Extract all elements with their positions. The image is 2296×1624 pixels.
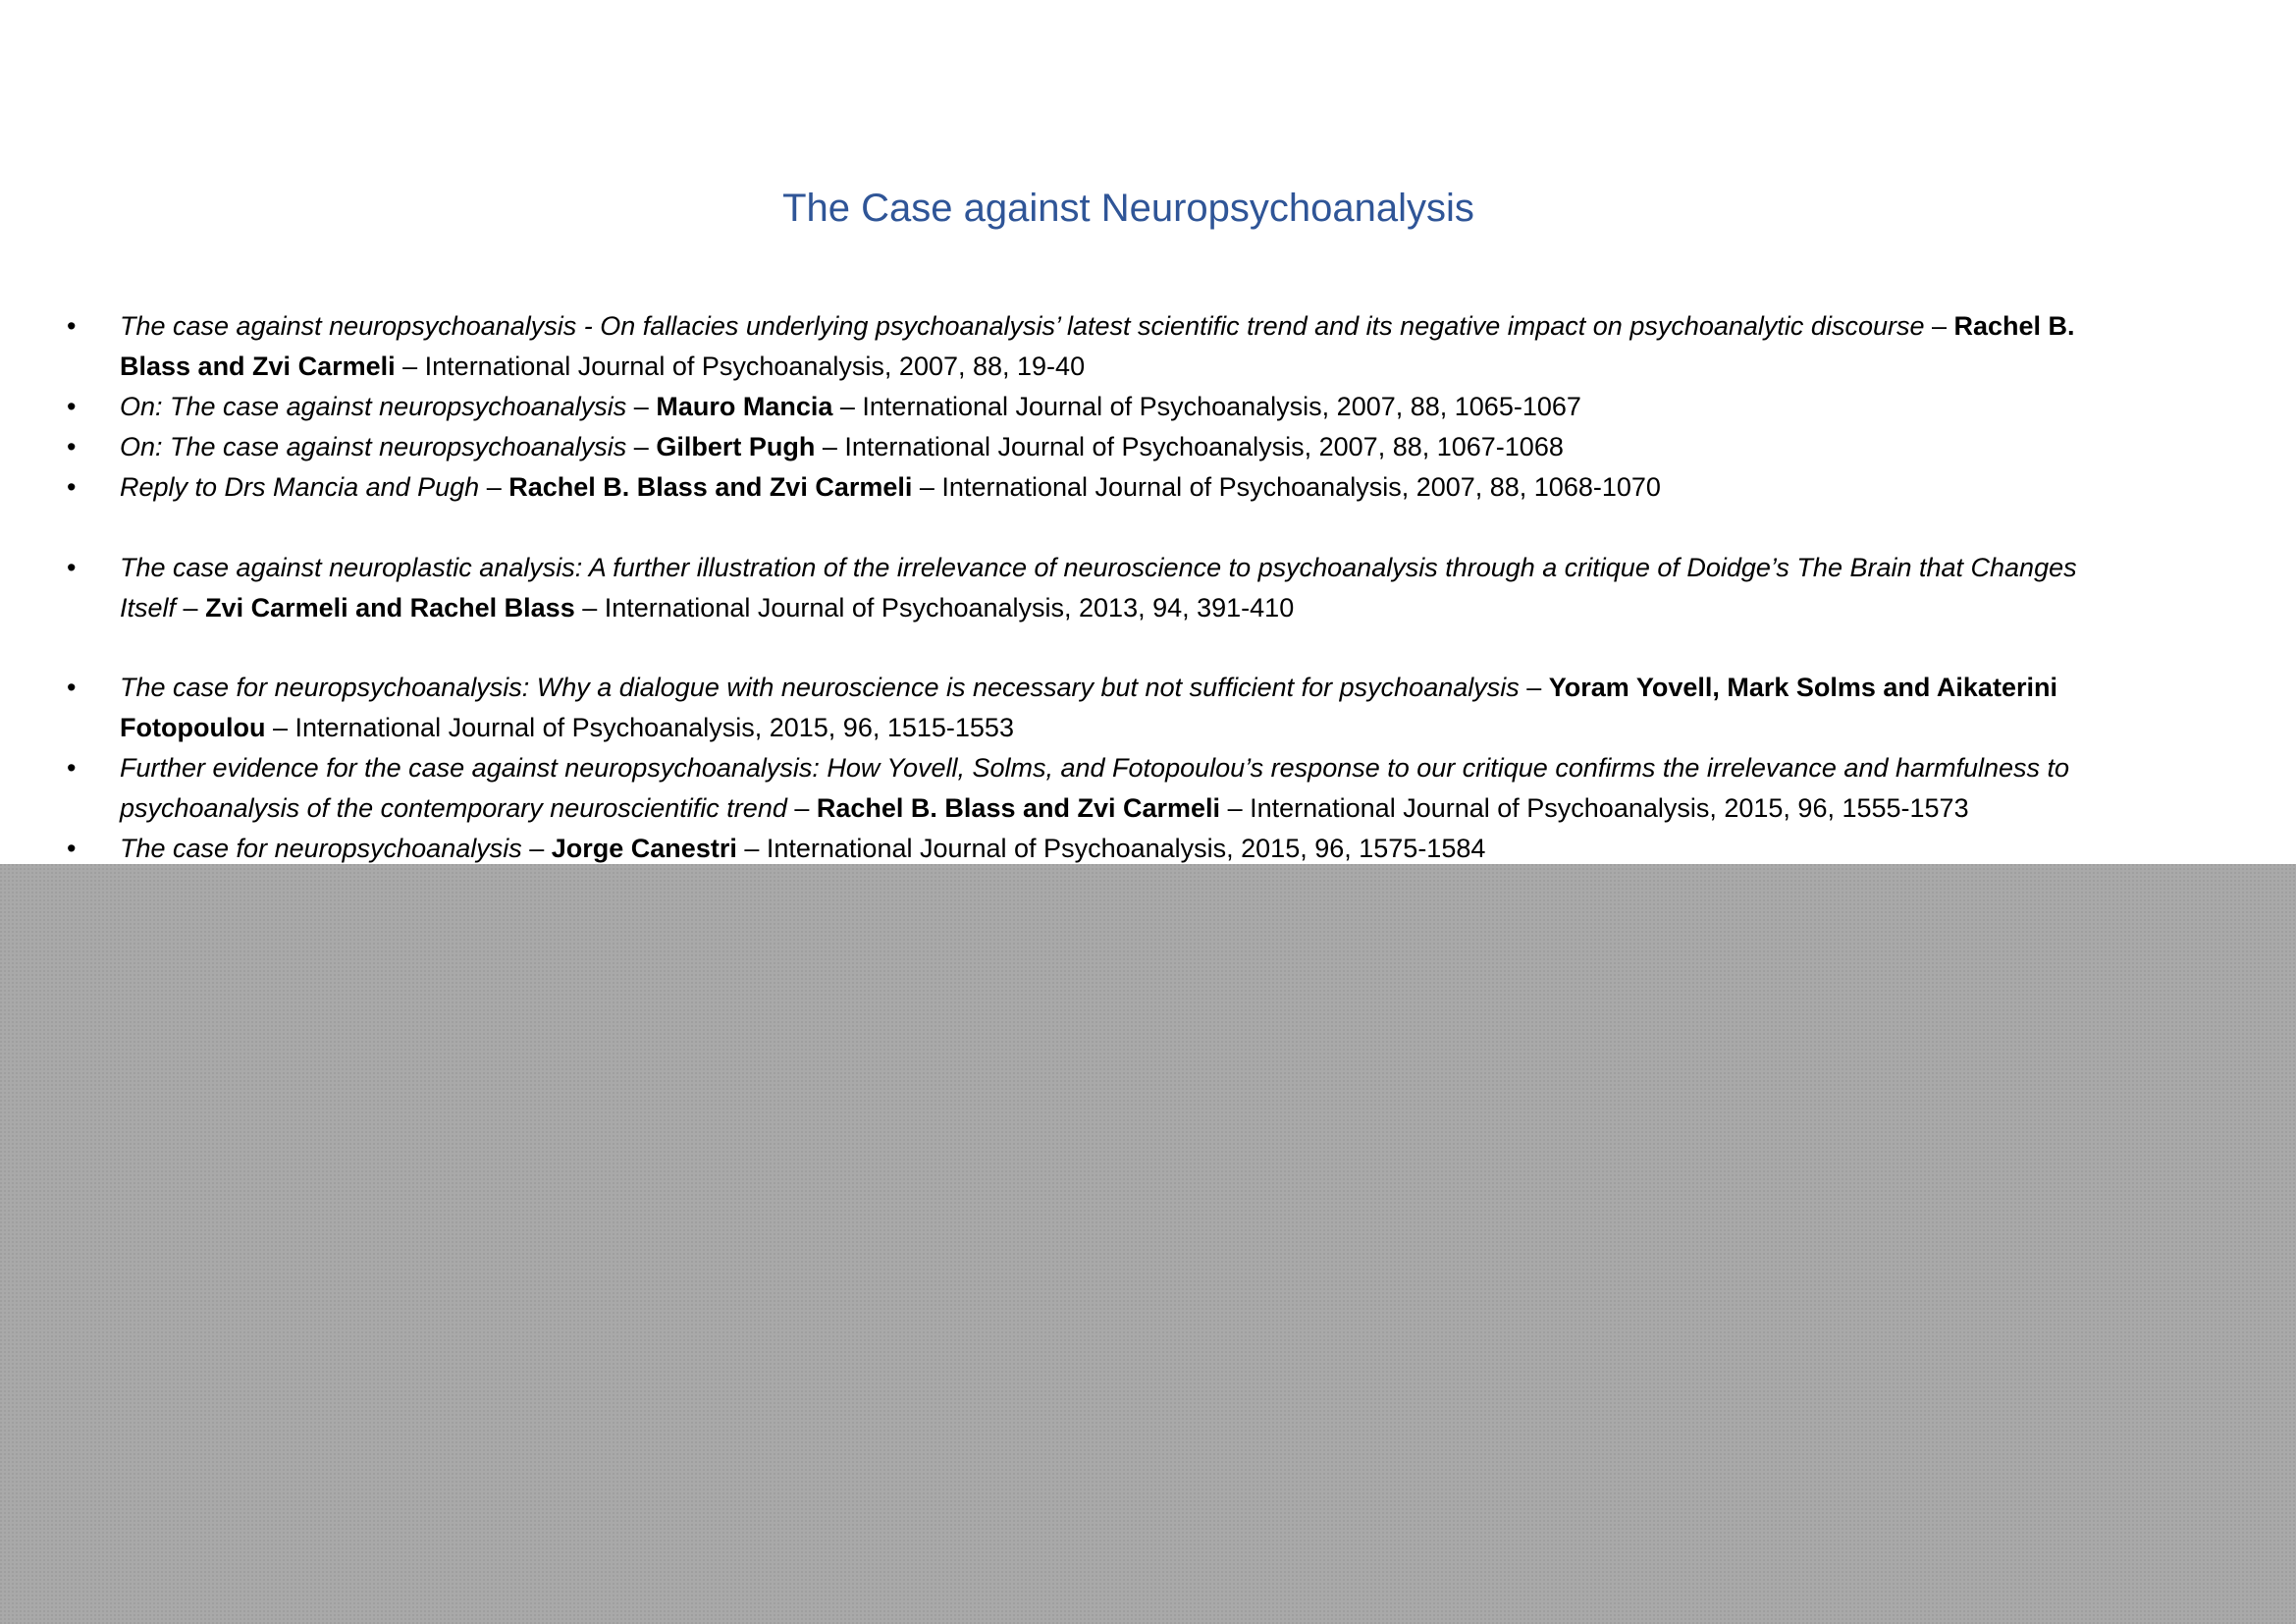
- reference-title: The case against neuroplastic analysis: A further illustration of the irrelevance of neuroscience to psychoanalysis through a critique of Doidge’s The Brain that Changes Itself: [120, 553, 2077, 623]
- separator: –: [176, 593, 206, 623]
- separator: –: [1220, 793, 1251, 823]
- reference-authors: Rachel B. Blass and Zvi Carmeli: [120, 311, 2075, 381]
- reference-title: The case against neuropsychoanalysis - On fallacies underlying psychoanalysis’ latest scientific trend and its negative impact on psychoanalytic discourse: [120, 311, 1925, 341]
- separator: –: [736, 834, 767, 863]
- reference-item: [0, 748, 2103, 829]
- separator: –: [479, 472, 509, 502]
- reference-authors: Zvi Carmeli and Rachel Blass: [205, 593, 575, 623]
- separator: –: [832, 392, 863, 421]
- separator: –: [1924, 311, 1954, 341]
- reference-title: The case for neuropsychoanalysis: [120, 834, 522, 863]
- reference-source: International Journal of Psychoanalysis, 2007, 88, 1065-1067: [862, 392, 1581, 421]
- reference-item: [0, 306, 2103, 387]
- bullet-icon: •: [67, 553, 77, 582]
- separator: –: [395, 352, 425, 381]
- reference-item: [0, 829, 2103, 869]
- document-title: The Case against Neuropsychoanalysis: [782, 187, 1474, 230]
- separator: –: [786, 793, 817, 823]
- reference-item: [0, 387, 2103, 427]
- separator: –: [815, 432, 845, 461]
- reference-source: International Journal of Psychoanalysis, 2007, 88, 1068-1070: [941, 472, 1661, 502]
- reference-title: Reply to Drs Mancia and Pugh: [120, 472, 480, 502]
- reference-item: [0, 548, 2103, 628]
- reference-item: [0, 467, 2103, 508]
- reference-authors: Yoram Yovell, Mark Solms and Aikaterini Fotopoulou: [120, 673, 2057, 742]
- reference-item: [0, 668, 2103, 748]
- bullet-icon: •: [67, 834, 77, 863]
- bullet-icon: •: [67, 432, 77, 461]
- bullet-icon: •: [67, 311, 77, 341]
- reference-source: International Journal of Psychoanalysis, 2007, 88, 1067-1068: [844, 432, 1564, 461]
- reference-authors: Rachel B. Blass and Zvi Carmeli: [508, 472, 913, 502]
- separator: –: [265, 713, 295, 742]
- bullet-icon: •: [67, 753, 77, 783]
- reference-list: [0, 306, 2296, 869]
- separator: –: [574, 593, 605, 623]
- gray-overlay: [0, 864, 2296, 1624]
- reference-source: International Journal of Psychoanalysis, 2015, 96, 1515-1553: [294, 713, 1014, 742]
- reference-source: International Journal of Psychoanalysis, 2007, 88, 19-40: [424, 352, 1086, 381]
- separator: –: [1519, 673, 1549, 702]
- reference-source: International Journal of Psychoanalysis, 2015, 96, 1575-1584: [766, 834, 1486, 863]
- bullet-icon: •: [67, 392, 77, 421]
- reference-title: On: The case against neuropsychoanalysis: [120, 392, 627, 421]
- bullet-icon: •: [67, 472, 77, 502]
- bullet-icon: •: [67, 673, 77, 702]
- reference-authors: Rachel B. Blass and Zvi Carmeli: [816, 793, 1221, 823]
- reference-source: International Journal of Psychoanalysis, 2013, 94, 391-410: [604, 593, 1295, 623]
- reference-authors: Gilbert Pugh: [656, 432, 816, 461]
- separator: –: [521, 834, 552, 863]
- reference-title: The case for neuropsychoanalysis: Why a dialogue with neuroscience is necessary but not sufficient for psychoanalysis: [120, 673, 1520, 702]
- reference-authors: Jorge Canestri: [551, 834, 737, 863]
- reference-source: International Journal of Psychoanalysis, 2015, 96, 1555-1573: [1250, 793, 1969, 823]
- separator: –: [626, 432, 657, 461]
- reference-title: On: The case against neuropsychoanalysis: [120, 432, 627, 461]
- separator: –: [912, 472, 942, 502]
- separator: –: [626, 392, 657, 421]
- reference-item: [0, 427, 2103, 467]
- reference-authors: Mauro Mancia: [656, 392, 833, 421]
- reference-title: Further evidence for the case against neuropsychoanalysis: How Yovell, Solms, and Fotopoulou’s response to our critique confirms the irrelevance and harmfulness to psychoanalysis of the contemporary neuroscientific trend: [120, 753, 2070, 823]
